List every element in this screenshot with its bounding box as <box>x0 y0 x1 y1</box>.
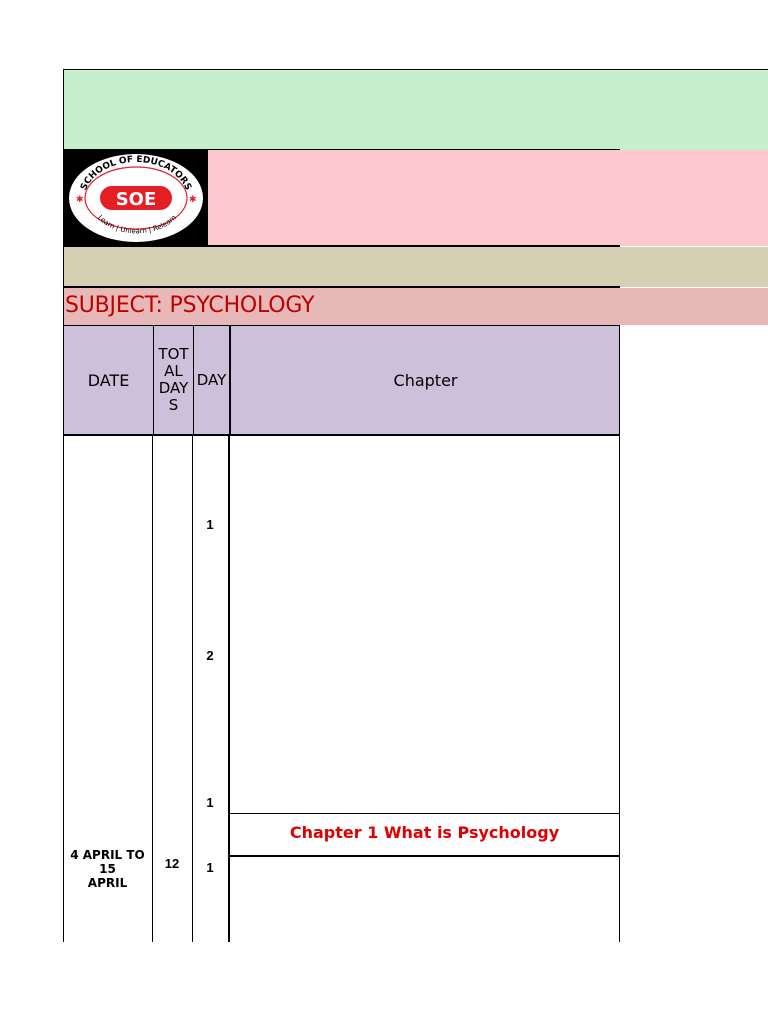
title-band-tan <box>63 247 768 287</box>
table-border-right <box>619 436 620 942</box>
chapter-title: Chapter 1 What is Psychology <box>289 823 560 842</box>
total-days-value: 12 <box>164 856 180 871</box>
svg-text:✱: ✱ <box>76 194 84 204</box>
title-band-pink <box>208 150 768 246</box>
svg-text:SOE: SOE <box>115 189 157 210</box>
day-number: 2 <box>206 648 214 663</box>
header-chapter: Chapter <box>229 326 620 434</box>
svg-text:SCHOOL OF EDUCATORS: SCHOOL OF EDUCATORS <box>79 154 193 192</box>
day-number: 1 <box>206 795 214 810</box>
date-range <box>63 848 152 890</box>
header-day: DAY <box>193 326 229 434</box>
table-header-row <box>63 325 620 436</box>
header-total-days-line: DAY <box>158 379 189 397</box>
table-column-divider <box>228 436 230 942</box>
title-band-green <box>63 69 768 150</box>
day-number: 1 <box>206 860 214 875</box>
date-range-line: APRIL <box>87 876 128 890</box>
school-logo <box>63 150 208 246</box>
date-range-line: 4 APRIL TO 15 <box>70 848 145 876</box>
header-total-days-line: S <box>168 396 179 414</box>
header-date: DATE <box>87 370 130 390</box>
day-number: 1 <box>206 517 214 532</box>
svg-text:✱: ✱ <box>189 194 197 204</box>
soe-logo-icon <box>64 150 209 246</box>
header-total-days-line: AL <box>164 362 183 380</box>
header-total-days-line: TOT <box>158 345 189 363</box>
svg-text:Learn | Unlearn | Relearn: Learn | Unlearn | Relearn <box>95 213 179 236</box>
table-row-divider <box>230 855 620 857</box>
table-row-divider <box>230 813 620 814</box>
subject-title: SUBJECT: PSYCHOLOGY <box>65 293 315 318</box>
header-total-days <box>153 326 193 434</box>
